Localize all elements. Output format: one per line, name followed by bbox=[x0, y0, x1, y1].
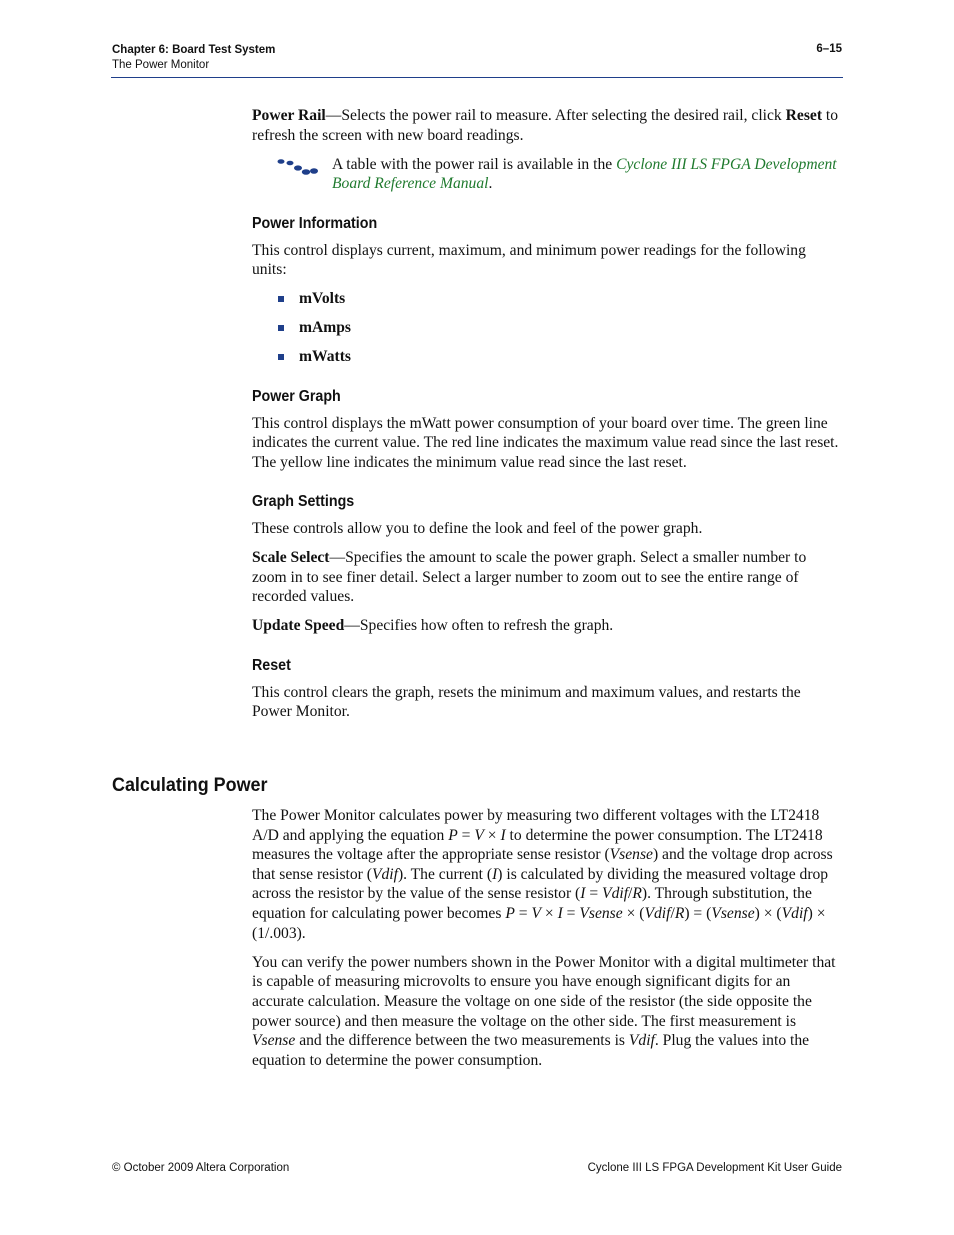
chapter-title: Chapter 6: Board Test System bbox=[112, 44, 276, 56]
scale-select-paragraph: Scale Select—Specifies the amount to scale the power graph. Select a smaller number to zoom in to see finer detail. Select a larger number to zoom out to see the entire range of recorded values. bbox=[252, 549, 807, 606]
power-rail-term: Power Rail bbox=[252, 107, 326, 124]
page-number: 6–15 bbox=[816, 43, 842, 55]
footer-copyright: © October 2009 Altera Corporation bbox=[112, 1162, 290, 1174]
list-item: mWatts bbox=[252, 347, 842, 367]
bullet-icon bbox=[278, 325, 284, 331]
power-graph-text: This control displays the mWatt power consumption of your board over time. The green line indicates the current value. The red line indicates the maximum value read since the last reset. The yellow line indicates the minimum value read since the last reset. bbox=[252, 414, 839, 471]
graph-settings-text: These controls allow you to define the look and feel of the power graph. bbox=[252, 519, 703, 537]
running-header bbox=[112, 43, 275, 73]
bullet-icon bbox=[278, 296, 284, 302]
power-rail-paragraph: Power Rail—Selects the power rail to measure. After selecting the desired rail, click Reset to refresh the screen with new board readings. bbox=[252, 107, 839, 144]
power-information-text: This control displays current, maximum, and minimum power readings for the following units: bbox=[252, 241, 806, 279]
list-item: mVolts bbox=[252, 289, 842, 309]
update-speed-term: Update Speed bbox=[252, 617, 345, 635]
list-item: mAmps bbox=[252, 318, 842, 338]
note-block: A table with the power rail is available in the Cyclone III LS FPGA Development Board Reference Manual. bbox=[252, 155, 842, 194]
header-rule bbox=[111, 77, 843, 78]
scale-select-term: Scale Select bbox=[252, 549, 330, 567]
graph-settings-heading: Graph Settings bbox=[252, 493, 355, 511]
main-content bbox=[252, 106, 842, 731]
verification-paragraph: You can verify the power numbers shown in the Power Monitor with a digital multimeter that is capable of measuring microvolts to ensure you have enough significant digits for an accurate calculation. Measure the voltage on one side of the resistor (the side opposite the power source) and then measure the voltage on the other side. The first measurement is Vsense and the difference between the two measurements is Vdif. Plug the values into the equation to determine the power consumption. bbox=[252, 953, 836, 1069]
units-list bbox=[252, 289, 842, 367]
reset-term: Reset bbox=[785, 107, 823, 124]
bullet-icon bbox=[278, 354, 284, 360]
reference-manual-link[interactable]: Cyclone III LS FPGA Development Board Reference Manual bbox=[332, 155, 837, 193]
update-speed-paragraph: Update Speed—Specifies how often to refresh the graph. bbox=[252, 617, 614, 635]
calculating-power-heading: Calculating Power bbox=[112, 774, 268, 796]
note-icon bbox=[275, 158, 319, 176]
section-title: The Power Monitor bbox=[112, 59, 210, 71]
footer-document-title: Cyclone III LS FPGA Development Kit User Guide bbox=[587, 1162, 842, 1174]
reset-heading: Reset bbox=[252, 657, 291, 675]
calculating-power-content bbox=[252, 806, 842, 1080]
reset-text: This control clears the graph, resets the minimum and maximum values, and restarts the Power Monitor. bbox=[252, 683, 801, 721]
calculation-paragraph: The Power Monitor calculates power by measuring two different voltages with the LT2418 A/D and applying the equation P = V × I to determine the power consumption. The LT2418 measures the voltage after the appropriate sense resistor (Vsense) and the voltage drop across that sense resistor (Vdif). The current (I) is calculated by dividing the measured voltage drop across the resistor by the value of the sense resistor (I = Vdif/R). Through substitution, the equation for calculating power becomes P = V × I = Vsense × (Vdif/R) = (Vsense) × (Vdif) × (1/.003). bbox=[252, 807, 833, 942]
power-information-heading: Power Information bbox=[252, 214, 378, 232]
power-graph-heading: Power Graph bbox=[252, 387, 341, 405]
note-text: A table with the power rail is available in the bbox=[332, 155, 617, 173]
